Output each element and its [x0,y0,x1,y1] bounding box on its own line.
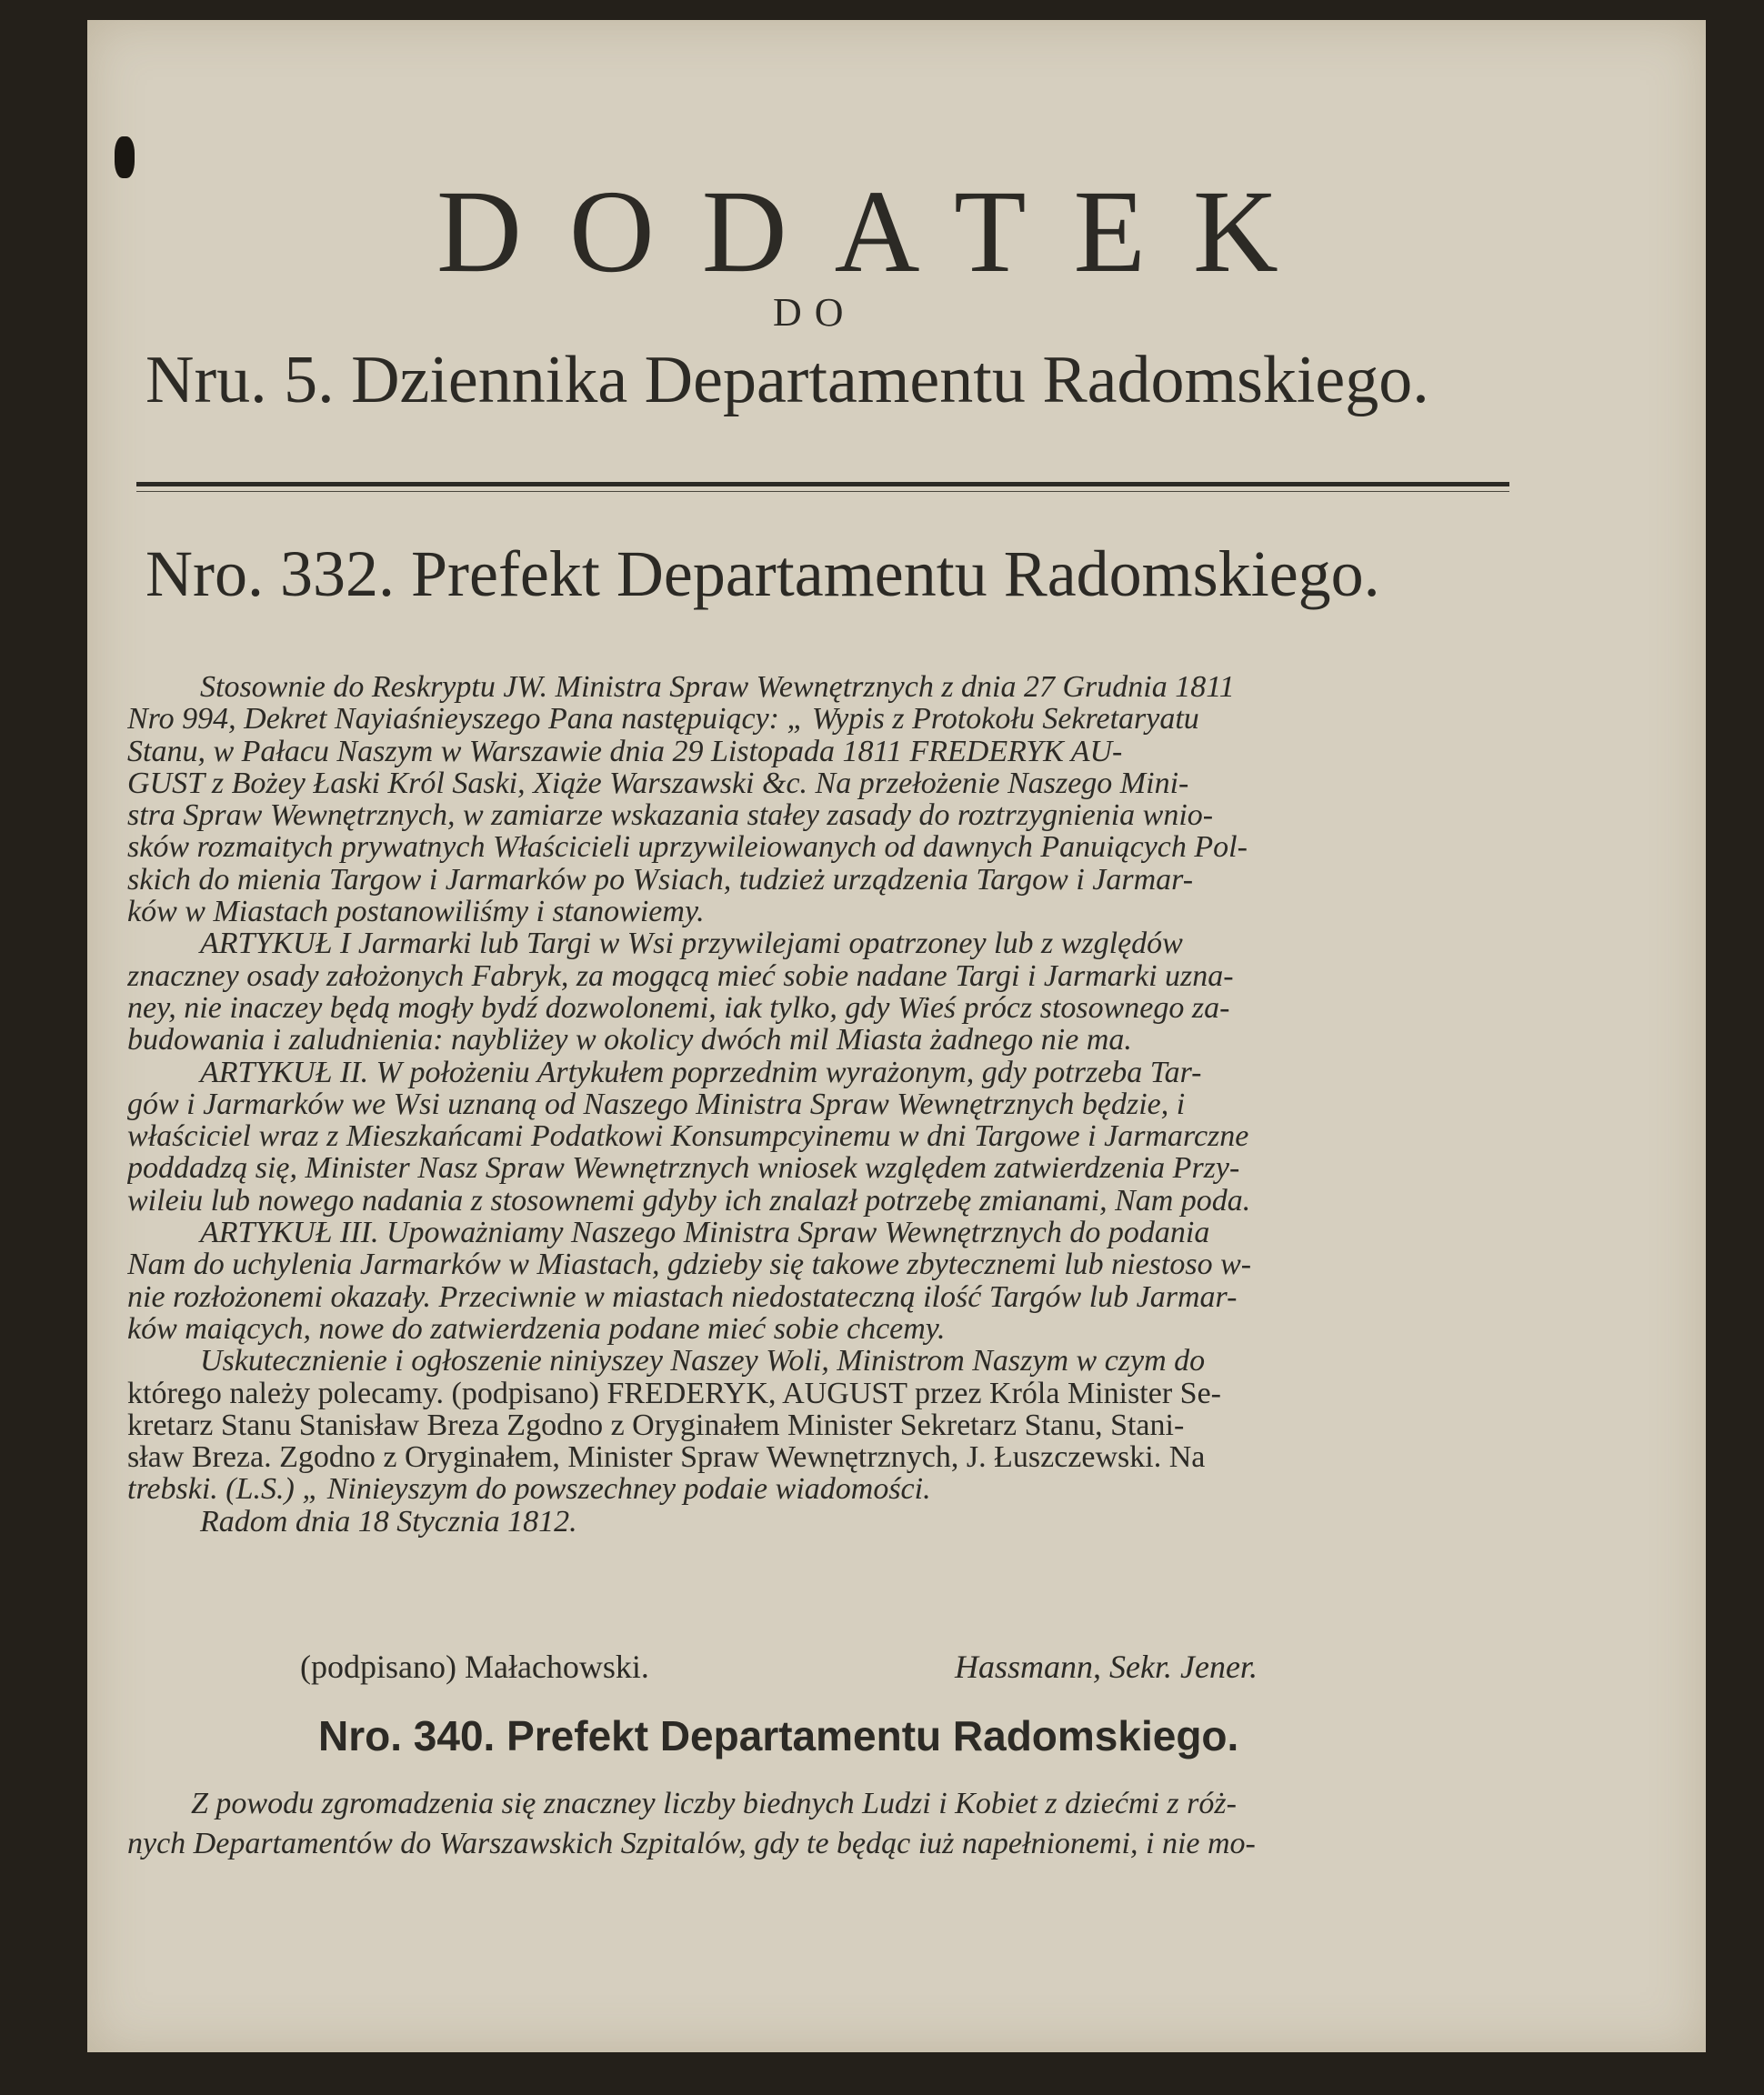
divider-rule-thin [136,491,1509,492]
text-line: Z powodu zgromadzenia się znaczney liczby biednych Ludzi i Kobiet z dziećmi z róż- [191,1787,1237,1820]
text-line: GUST z Bożey Łaski Król Saski, Xiąże Warszawski &c. Na przełożenie Naszego Mini- [127,767,1189,800]
document-subtitle: Nru. 5. Dziennika Departamentu Radomskiego. [145,343,1429,417]
text-line: poddadzą się, Minister Nasz Spraw Wewnętrznych wniosek względem zatwierdzenia Przy- [127,1152,1240,1185]
article-line: ARTYKUŁ II. W położeniu Artykułem poprzednim wyrażonym, gdy potrzeba Tar- [200,1056,1202,1088]
document-title-do: DO [773,290,857,335]
text-line: ków w Miastach postanowiliśmy i stanowiemy. [127,896,705,928]
binding-hole [115,136,135,178]
text-line: znaczney osady założonych Fabryk, za mogącą mieć sobie nadane Targi i Jarmarki uzna- [127,959,1234,992]
text-line: budowania i zaludnienia: naybliżey w okolicy dwóch mil Miasta żadnego nie ma. [127,1024,1132,1057]
text-line: Nam do uchylenia Jarmarków w Miastach, gdzieby się takowe zbytecznemi lub niestoso w- [127,1248,1252,1281]
section1-body [127,671,1518,1538]
text-line: ney, nie inaczey będą mogły bydź dozwolonemi, iak tylko, gdy Wieś prócz stosownego za- [127,991,1230,1025]
text-line: nych Departamentów do Warszawskich Szpitalów, gdy te będąc iuż napełnionemi, i nie mo- [127,1827,1256,1860]
date-line: Radom dnia 18 Stycznia 1812. [200,1505,577,1539]
text-line: Nro 994, Dekret Nayiaśnieyszego Pana następuiący: „ Wypis z Protokołu Sekretaryatu [127,703,1199,736]
signature-right: Hassmann, Sekr. Jener. [955,1649,1258,1685]
document-title: DODATEK [436,166,1326,297]
section2-body [127,1784,1518,1864]
text-line: kretarz Stanu Stanisław Breza Zgodno z Oryginałem Minister Sekretarz Stanu, Stani- [127,1408,1185,1442]
section1-heading: Nro. 332. Prefekt Departamentu Radomskiego. [145,537,1380,610]
text-line: ków maiących, nowe do zatwierdzenia podane mieć sobie chcemy. [127,1312,946,1346]
text-line: właściciel wraz z Mieszkańcami Podatkowi Konsumpcyinemu w dni Targowe i Jarmarczne [127,1120,1249,1153]
signature-left: (podpisano) Małachowski. [300,1649,649,1685]
article-line: ARTYKUŁ III. Upoważniamy Naszego Ministra Spraw Wewnętrznych do podania [200,1217,1210,1249]
text-line: którego należy polecamy. (podpisano) FREDERYK, AUGUST przez Króla Minister Se- [127,1377,1221,1409]
text-line: sław Breza. Zgodno z Oryginałem, Minister Spraw Wewnętrznych, J. Łuszczewski. Na [127,1441,1206,1474]
text-line: Stanu, w Pałacu Naszym w Warszawie dnia 29 Listopada 1811 FREDERYK AU- [127,735,1123,767]
article-line: ARTYKUŁ I Jarmarki lub Targi w Wsi przywilejami opatrzoney lub z względów [200,927,1183,960]
text-line: wileiu lub nowego nadania z stosownemi gdyby ich znalazł potrzebę zmianami, Nam poda. [127,1184,1251,1218]
text-line: trebski. (L.S.) „ Ninieyszym do powszechney podaie wiadomości. [127,1473,931,1506]
text-line: Uskutecznienie i ogłoszenie niniyszey Naszey Woli, Ministrom Naszym w czym do [200,1345,1206,1378]
text-line: nie rozłożonemi okazały. Przeciwnie w miastach niedostateczną ilość Targów lub Jarmar- [127,1280,1238,1313]
text-line: Stosownie do Reskryptu JW. Ministra Spraw Wewnętrznych z dnia 27 Grudnia 1811 [200,671,1235,704]
text-line: stra Spraw Wewnętrznych, w zamiarze wskazania stałey zasady do roztrzygnienia wnio- [127,799,1214,832]
text-line: gów i Jarmarków we Wsi uznaną od Naszego Ministra Spraw Wewnętrznych będzie, i [127,1088,1186,1121]
divider-rule [136,482,1509,486]
text-line: skich do mienia Targow i Jarmarków po Wsiach, tudzież urządzenia Targow i Jarmar- [127,863,1194,897]
text-line: sków rozmaitych prywatnych Właścicieli uprzywileiowanych od dawnych Panuiących Pol- [127,831,1248,864]
section2-heading: Nro. 340. Prefekt Departamentu Radomskiego. [318,1712,1239,1759]
